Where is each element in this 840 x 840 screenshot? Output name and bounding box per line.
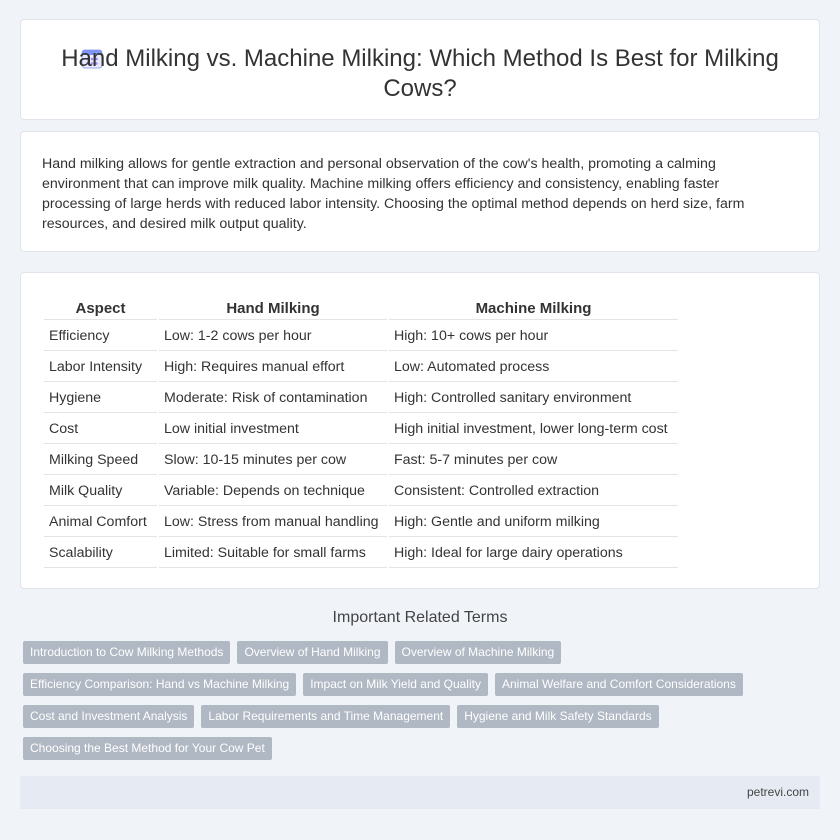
table-cell: Low initial investment [159, 415, 387, 444]
table-cell: Moderate: Risk of contamination [159, 384, 387, 413]
related-term-tag[interactable]: Labor Requirements and Time Management [201, 705, 450, 728]
related-term-tag[interactable]: Overview of Hand Milking [237, 641, 387, 664]
table-cell: Low: 1-2 cows per hour [159, 322, 387, 351]
table-cell: Scalability [44, 539, 157, 568]
related-terms-list [23, 641, 783, 769]
table-cell: Low: Automated process [389, 353, 678, 382]
related-term-tag[interactable]: Cost and Investment Analysis [23, 705, 194, 728]
table-cell: High: Ideal for large dairy operations [389, 539, 678, 568]
table-cell: Animal Comfort [44, 508, 157, 537]
related-term-tag[interactable]: Introduction to Cow Milking Methods [23, 641, 230, 664]
table-cell: High: Controlled sanitary environment [389, 384, 678, 413]
table-row [44, 539, 678, 568]
table-header-row [44, 298, 678, 320]
table-cell: Variable: Depends on technique [159, 477, 387, 506]
header-hand-milking: Hand Milking [159, 298, 387, 320]
related-term-tag[interactable]: Choosing the Best Method for Your Cow Pet [23, 737, 272, 760]
table-row [44, 446, 678, 475]
header-machine-milking: Machine Milking [389, 298, 678, 320]
table-cell: High initial investment, lower long-term cost [389, 415, 678, 444]
related-term-tag[interactable]: Efficiency Comparison: Hand vs Machine Milking [23, 673, 296, 696]
table-cell: Labor Intensity [44, 353, 157, 382]
table-cell: High: Gentle and uniform milking [389, 508, 678, 537]
table-cell: High: 10+ cows per hour [389, 322, 678, 351]
tag-row [23, 673, 783, 696]
table-cell: Low: Stress from manual handling [159, 508, 387, 537]
related-term-tag[interactable]: Impact on Milk Yield and Quality [303, 673, 488, 696]
header-card [20, 19, 820, 120]
table-row [44, 384, 678, 413]
table-cell: Hygiene [44, 384, 157, 413]
table-cell: Consistent: Controlled extraction [389, 477, 678, 506]
table-row [44, 415, 678, 444]
table-cell: Slow: 10-15 minutes per cow [159, 446, 387, 475]
related-term-tag[interactable]: Animal Welfare and Comfort Considerations [495, 673, 743, 696]
tag-row [23, 737, 783, 760]
table-cell: Cost [44, 415, 157, 444]
table-cell: Milking Speed [44, 446, 157, 475]
tag-row [23, 705, 783, 728]
table-row [44, 322, 678, 351]
table-row [44, 477, 678, 506]
intro-paragraph: Hand milking allows for gentle extraction and personal observation of the cow's health, promoting a calming environment that can improve milk quality. Machine milking offers efficiency and consistency, enabling faster processing of large herds with reduced labor intensity. Choosing the optimal method depends on herd size, farm resources, and desired milk output quality. [42, 156, 745, 232]
table-row [44, 508, 678, 537]
table-row [44, 353, 678, 382]
related-terms-title: Important Related Terms [332, 609, 508, 626]
intro-card [20, 131, 820, 252]
footer [20, 776, 820, 809]
comparison-table [42, 296, 680, 570]
comparison-table-card [20, 272, 820, 589]
tag-row [23, 641, 783, 664]
page-title: Hand Milking vs. Machine Milking: Which Method Is Best for Milking Cows? [61, 45, 779, 102]
table-cell: Milk Quality [44, 477, 157, 506]
table-cell: Fast: 5-7 minutes per cow [389, 446, 678, 475]
site-link[interactable]: petrevi.com [746, 785, 809, 799]
header-aspect: Aspect [44, 298, 157, 320]
table-cell: Efficiency [44, 322, 157, 351]
related-term-tag[interactable]: Overview of Machine Milking [395, 641, 562, 664]
table-cell: High: Requires manual effort [159, 353, 387, 382]
related-term-tag[interactable]: Hygiene and Milk Safety Standards [457, 705, 658, 728]
table-cell: Limited: Suitable for small farms [159, 539, 387, 568]
